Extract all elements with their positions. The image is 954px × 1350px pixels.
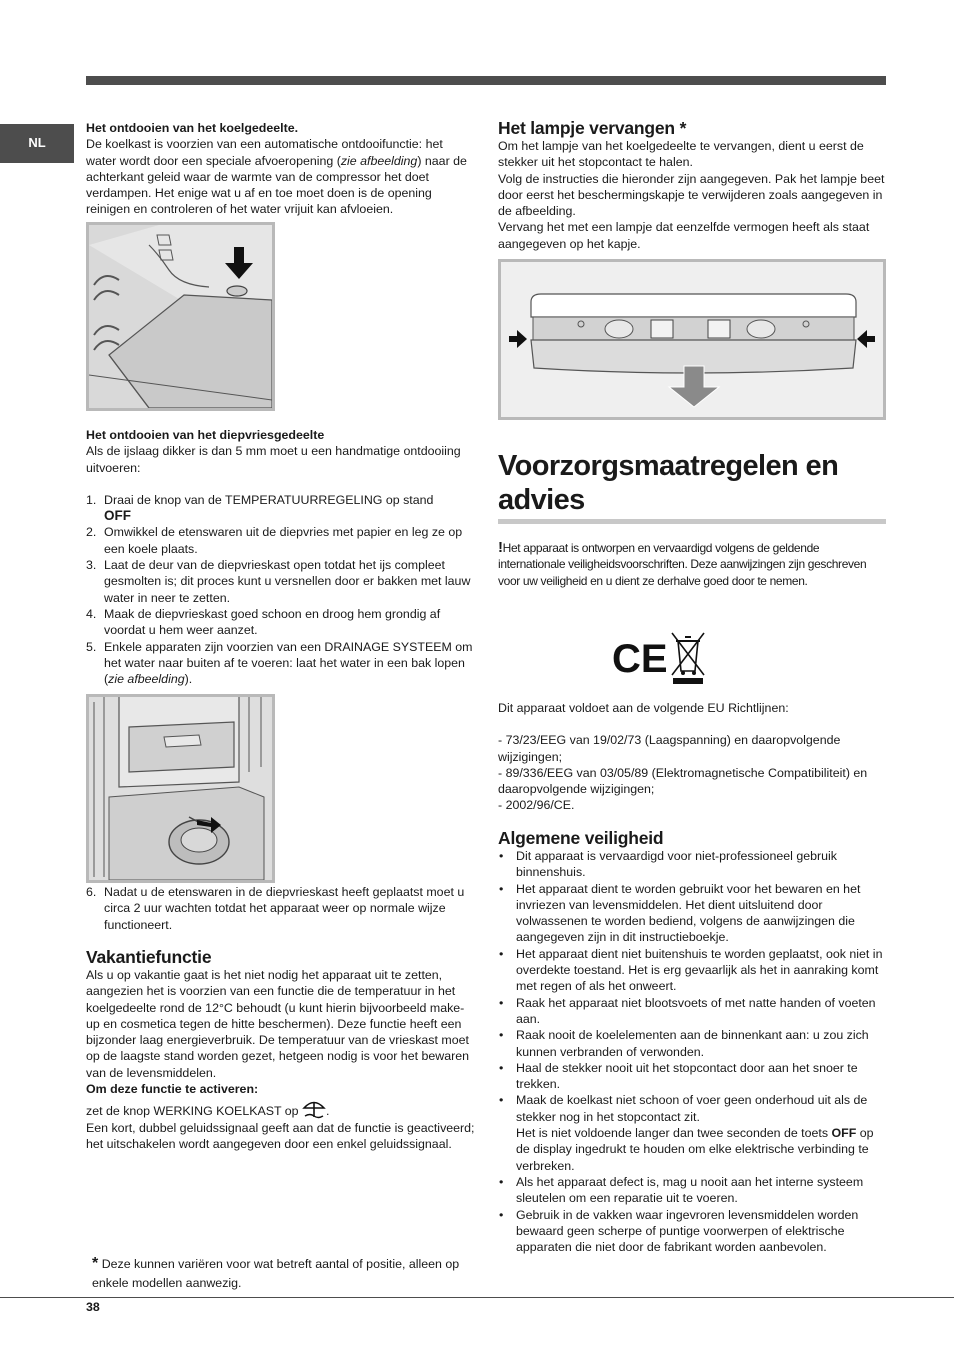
lamp-p1: Om het lampje van het koelgedeelte te vervangen, dient u eerst de stekker uit het stopcontact te halen. [498,139,864,170]
directive-item: - 2002/96/CE. [498,798,575,813]
step-text: Laat de deur van de diepvrieskast open totdat het ijs compleet gesmolten is; dit proces kunt u versnellen door er bakken met lauw water in neer te zetten. [104,558,471,605]
warning-icon: ! [498,539,503,556]
vacation-body: Als u op vakantie gaat is het niet nodig het apparaat uit te zetten, aangezien het is voorzien van een functie die de temperatuur in het koelgedeelte rond de 12°C behoudt (u kunt hierin bijvoorbeeld make-up en cosmetica tegen de hitte beschermen). Deze functie heeft een bijzonder laag energieverbruik. De temperatuur van de vrieskast moet op de laagste stand worden gezet, hetgeen nodig is voor het bewaren van de levensmiddelen. [86,968,470,1080]
vacation-section [86,947,476,1152]
defrost-fridge-heading: Het ontdooien van het koelgedeelte. [86,121,299,135]
safety-item-extra: Het is niet voldoende langer dan twee seconden de toets [516,1126,832,1141]
defrost-step-6 [86,884,478,933]
footnote-star: * [92,1255,99,1272]
page-number: 38 [86,1300,100,1314]
safety-item-text: Maak de koelkast niet schoon of voer geen onderhoud uit als de stekker nog in het stopcontact zit. [516,1093,868,1124]
certification-marks [610,627,710,687]
directive-item: - 89/336/EEG van 03/05/89 (Elektromagnetische Compatibiliteit) en daaropvolgende wijzigingen; [498,765,868,797]
directives-intro: Dit apparaat voldoet aan de volgende EU Richtlijnen: [498,701,789,715]
defrost-freezer-intro: Als de ijslaag dikker is dan 5 mm moet u een handmatige ontdooiing uitvoeren: [86,444,461,475]
title-rule [498,519,886,524]
step-text: Draai de knop van de TEMPERATUURREGELING op stand [104,492,434,507]
defrost-freezer-section [86,427,478,687]
activate-instruction [86,1099,476,1119]
step-number: 1. [86,492,97,507]
footnote [92,1254,482,1293]
fridge-drain-drawing [89,225,272,408]
step-number: 3. [86,558,97,573]
freezer-drainage-drawing [89,697,272,880]
left-column [86,120,476,218]
step-text: Nadat u de etenswaren in de diepvrieskast heeft geplaatst moet u circa 2 uur wachten totdat het apparaat weer op normale wijze functioneert. [104,885,465,932]
safety-item: • Haal de stekker nooit uit het stopcontact door aan het snoer te trekken. [498,1060,888,1093]
safety-item-unplug [498,1092,888,1173]
bottom-rule [0,1297,954,1298]
safety-warning [498,540,886,589]
defrost-step-5 [86,639,478,688]
defrost-step-3 [86,557,478,606]
safety-item: • Het apparaat dient niet buitenshuis te worden geplaatst, ook niet in overdekte toestand. Het is erg gevaarlijk als het in aanraking komt met regen of als het onweert. [498,946,888,995]
language-tab-label: NL [28,135,46,151]
step-text: Omwikkel de etenswaren uit de diepvries met papier en leg ze op een koele plaats. [104,525,463,556]
safety-item: • Raak nooit de koelelementen aan de binnenkant aan: u zou zich kunnen verbranden of verwonden. [498,1027,888,1060]
precautions-section [498,449,886,589]
defrost-fridge-body [86,136,476,217]
defrost-step-1 [86,492,478,525]
defrost-step-4 [86,606,478,639]
safety-item: • Als het apparaat defect is, mag u nooit aan het interne systeem sleutelen om een reparatie uit te voeren. [498,1174,888,1207]
step-number: 4. [86,606,97,621]
right-column [498,118,888,252]
defrost-steps-list [86,492,478,688]
step-text: Maak de diepvrieskast goed schoon en droog hem grondig af voordat u hem weer aanzet. [104,606,441,638]
general-safety-heading: Algemene veiligheid [498,828,664,848]
language-tab [0,124,74,163]
vacation-heading: Vakantiefunctie [86,947,212,967]
crossed-bin-icon [672,633,704,684]
defrost-fridge-see-figure: zie afbeelding [340,153,418,168]
lamp-p2: Volg de instructies die hieronder zijn aangegeven. Pak het lampje beet door eerst het beschermingskapje te verwijderen zoals aangegeven in de afbeelding. [498,171,885,219]
safety-warning-text: Het apparaat is ontworpen en vervaardigd volgens de geldende internationale veiligheidsvoorschriften. Deze aanwijzingen zijn geschreven voor uw veiligheid en u dient ze derhalve goed door te nemen. [498,541,867,588]
activate-instruction-text: zet de knop WERKING KOELKAST op [86,1104,299,1119]
safety-item-extra-2: op de display ingedrukt te houden om elke elektrische verbinding te verbreken. [516,1126,874,1173]
top-rule [86,76,886,85]
defrost-fridge-body-2: ) naar de achterkant geleid waar de warmte van de compressor het doet verdampen. Het enige wat u af en toe moet doen is de opening reinigen en controleren of het water vrijuit kan afvloeien. [86,153,467,217]
step-number: 2. [86,525,97,540]
lamp-p3: Vervang het met een lampje dat eenzelfde vermogen heeft als staat aangegeven op het kapje. [498,220,870,251]
step-6-block [86,884,478,933]
step-text: Enkele apparaten zijn voorzien van een DRAINAGE SYSTEEM om het water naar buiten af te voeren: laat het water in een bak lopen ( [104,639,473,687]
footnote-text: Deze kunnen variëren voor wat betreft aantal of positie, alleen op enkele modellen aanwezig. [92,1257,460,1290]
fridge-drain-illustration [86,222,275,411]
activate-instruction-end: . [326,1104,330,1119]
vacation-signal: Een kort, dubbel geluidssignaal geeft aan dat de functie is geactiveerd; het uitschakelen wordt aangegeven door een enkel geluidssignaal. [86,1120,475,1151]
safety-item: • Raak het apparaat niet blootsvoets of met natte handen of voeten aan. [498,995,888,1028]
lamp-cover-drawing [501,262,883,417]
step-number: 5. [86,639,97,654]
lamp-cover-illustration [498,259,886,420]
off-key-label: OFF [831,1126,857,1141]
safety-item: • Het apparaat dient te worden gebruikt voor het bewaren en het invriezen van levensmiddelen. Het dient uitsluitend door volwassenen te worden bediend, volgens de aanwijzingen die aangegeven zijn in dit instructieboekje. [498,881,888,946]
directives-section [498,700,886,814]
defrost-step-2 [86,524,478,557]
defrost-freezer-heading: Het ontdooien van het diepvriesgedeelte [86,428,325,442]
general-safety-section [498,828,888,1255]
safety-item: • Gebruik in de vakken waar ingevroren levensmiddelen worden bewaard geen scherpe of puntige voorwerpen of elektrische apparaten die niet door de fabrikant worden aanbevolen. [498,1207,888,1256]
off-label: OFF [104,508,131,524]
step-number: 6. [86,885,97,899]
ce-mark-icon: CE [612,637,668,681]
step-text-tail: ). [184,672,193,687]
precautions-title: Voorzorgsmaatregelen en advies [498,450,839,516]
step-see-figure: zie afbeelding [108,672,185,687]
defrost-steps-list-continued [86,884,478,933]
safety-list [498,848,888,1255]
freezer-drainage-illustration [86,694,275,883]
lamp-heading: Het lampje vervangen * [498,118,687,138]
vacation-umbrella-icon [302,1099,326,1119]
activate-heading: Om deze functie te activeren: [86,1082,259,1097]
directive-item: - 73/23/EEG van 19/02/73 (Laagspanning) en daaropvolgende wijzigingen; [498,733,841,764]
ce-and-weee-icons [610,627,710,687]
safety-item: • Dit apparaat is vervaardigd voor niet-professioneel gebruik binnenshuis. [498,848,888,881]
defrost-fridge-body-1: De koelkast is voorzien van een automatische ontdooifunctie: het water wordt door een speciale afvoeropening ( [86,137,443,168]
